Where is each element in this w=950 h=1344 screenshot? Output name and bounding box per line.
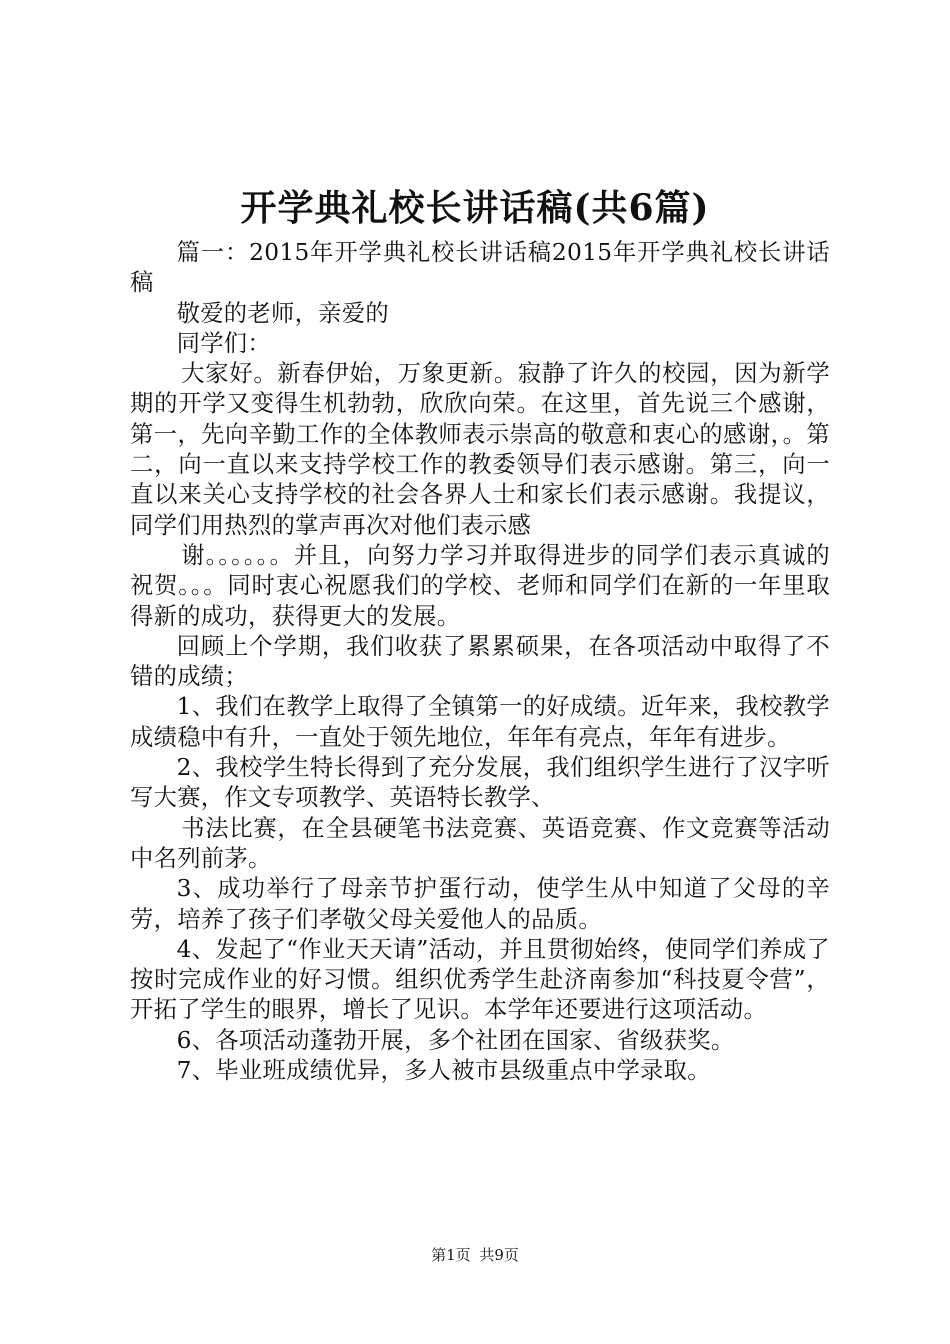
document-title: 开学典礼校长讲话稿(共6篇) xyxy=(240,187,710,229)
paragraph: 敬爱的老师，亲爱的 xyxy=(176,299,389,327)
page-footer xyxy=(0,1245,950,1265)
paragraph: 同学们： xyxy=(176,329,271,357)
paragraph: 回顾上个学期，我们收获了累累硕果，在各项活动中取得了不错的成绩； xyxy=(130,632,830,691)
paragraph: 1、我们在教学上取得了全镇第一的好成绩。近年来，我校教学成绩稳中有升，一直处于领先地位，年年有亮点，年年有进步。 xyxy=(130,693,830,751)
paragraph: 4、发起了“作业天天请”活动，并且贯彻始终，使同学们养成了按时完成作业的好习惯。组织优秀学生赴济南参加“科技夏令营”，开拓了学生的眼界，增长了见识。本学年还要进行这项活动。 xyxy=(130,935,830,1024)
paragraph: 谢。。。。。。并且，向努力学习并取得进步的同学们表示真诚的祝贺。。。同时衷心祝愿我们的学校、老师和同学们在新的一年里取得新的成功，获得更大的发展。 xyxy=(130,541,830,630)
paragraph: 书法比赛，在全县硬笔书法竞赛、英语竞赛、作文竞赛等活动中名列前茅。 xyxy=(130,814,830,872)
paragraph: 7、毕业班成绩优异，多人被市县级重点中学录取。 xyxy=(176,1057,711,1085)
paragraph: 6、各项活动蓬勃开展，多个社团在国家、省级获奖。 xyxy=(176,1026,735,1054)
paragraph: 篇一：2015年开学典礼校长讲话稿2015年开学典礼校长讲话稿 xyxy=(130,239,830,297)
paragraph: 大家好。新春伊始，万象更新。寂静了许久的校园，因为新学期的开学又变得生机勃勃，欣欣向荣。在这里，首先说三个感谢，第一，先向辛勤工作的全体教师表示崇高的敬意和衷心的感谢，。第二，向一直以来支持学校工作的教委领导们表示感谢。第三，向一直以来关心支持学校的社会各界人士和家长们表示感谢。我提议，同学们用热烈的掌声再次对他们表示感 xyxy=(130,360,830,539)
page-total: 共9页 xyxy=(479,1246,519,1264)
page-number: 第1页 xyxy=(431,1246,471,1264)
document-body xyxy=(130,238,830,1086)
paragraph: 2、我校学生特长得到了充分发展，我们组织学生进行了汉字听写大赛，作文专项教学、英语特长教学、 xyxy=(130,754,830,812)
paragraph: 3、成功举行了母亲节护蛋行动，使学生从中知道了父母的辛劳，培养了孩子们孝敬父母关爱他人的品质。 xyxy=(130,875,830,933)
